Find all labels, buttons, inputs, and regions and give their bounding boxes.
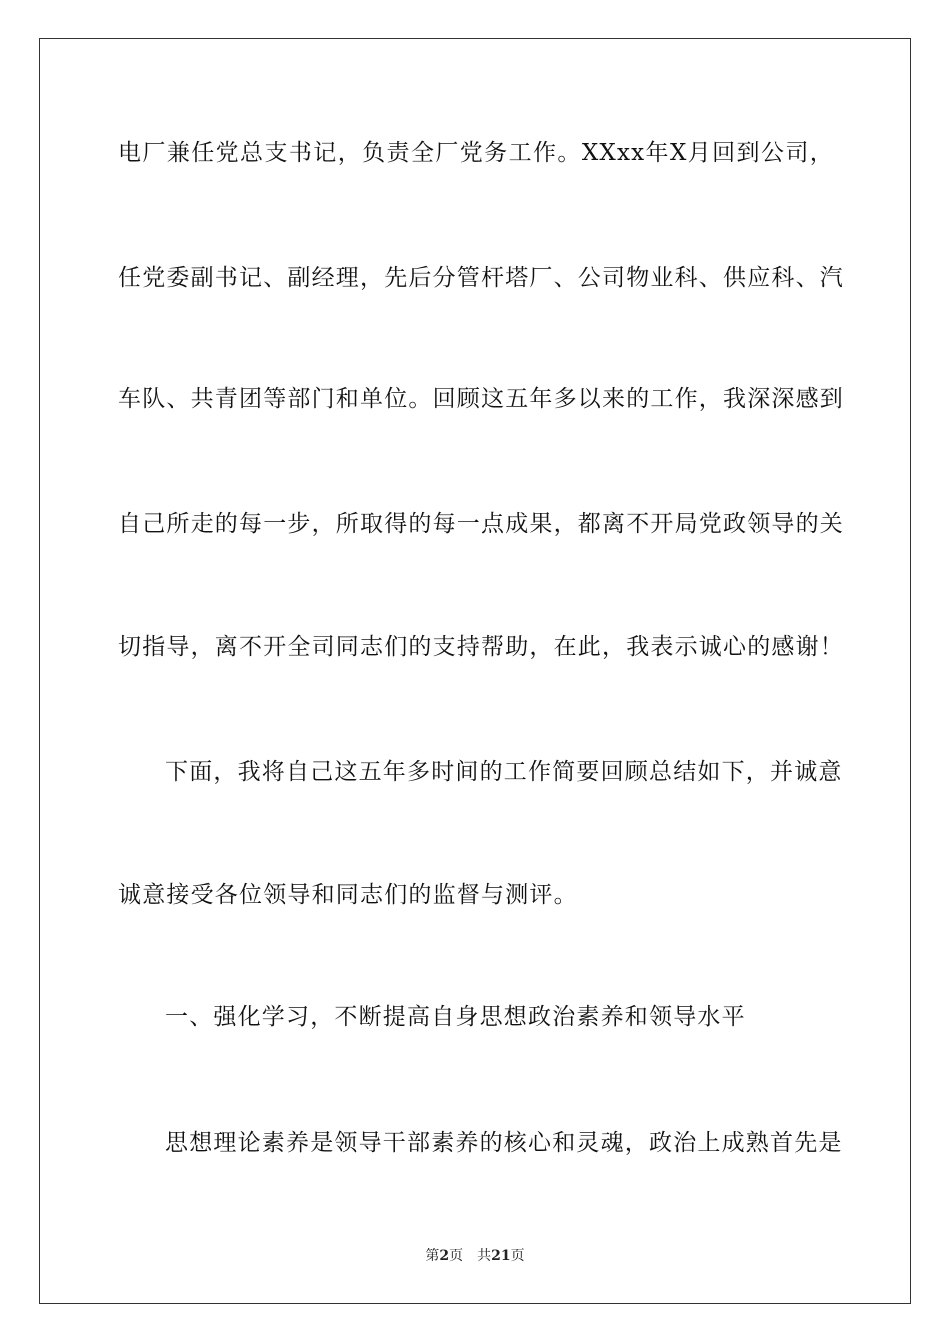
total-page-count: 21 (491, 1248, 511, 1264)
body-text-line: 任党委副书记、副经理，先后分管杆塔厂、公司物业科、供应科、汽 (118, 265, 844, 291)
total-prefix: 共 (477, 1248, 492, 1264)
page-footer (0, 1247, 950, 1265)
current-page-number: 2 (439, 1248, 450, 1264)
total-unit: 页 (510, 1248, 525, 1264)
body-text-line: 自己所走的每一步，所取得的每一点成果，都离不开局党政领导的关 (118, 511, 844, 537)
paragraph-first-line: 下面，我将自己这五年多时间的工作简要回顾总结如下，并诚意 (165, 759, 843, 785)
page-border (39, 38, 911, 1304)
section-heading: 一、强化学习，不断提高自身思想政治素养和领导水平 (165, 1004, 746, 1030)
body-text-line: 车队、共青团等部门和单位。回顾这五年多以来的工作，我深深感到 (118, 386, 844, 412)
body-text-line: 切指导，离不开全司同志们的支持帮助，在此，我表示诚心的感谢！ (118, 634, 844, 660)
page-prefix: 第 (425, 1248, 440, 1264)
body-text-line: 诚意接受各位领导和同志们的监督与测评。 (118, 882, 578, 908)
body-text-line: 电厂兼任党总支书记，负责全厂党务工作。XXxx年X月回到公司， (118, 140, 834, 166)
page-unit: 页 (449, 1248, 464, 1264)
paragraph-first-line: 思想理论素养是领导干部素养的核心和灵魂，政治上成熟首先是 (165, 1130, 843, 1156)
